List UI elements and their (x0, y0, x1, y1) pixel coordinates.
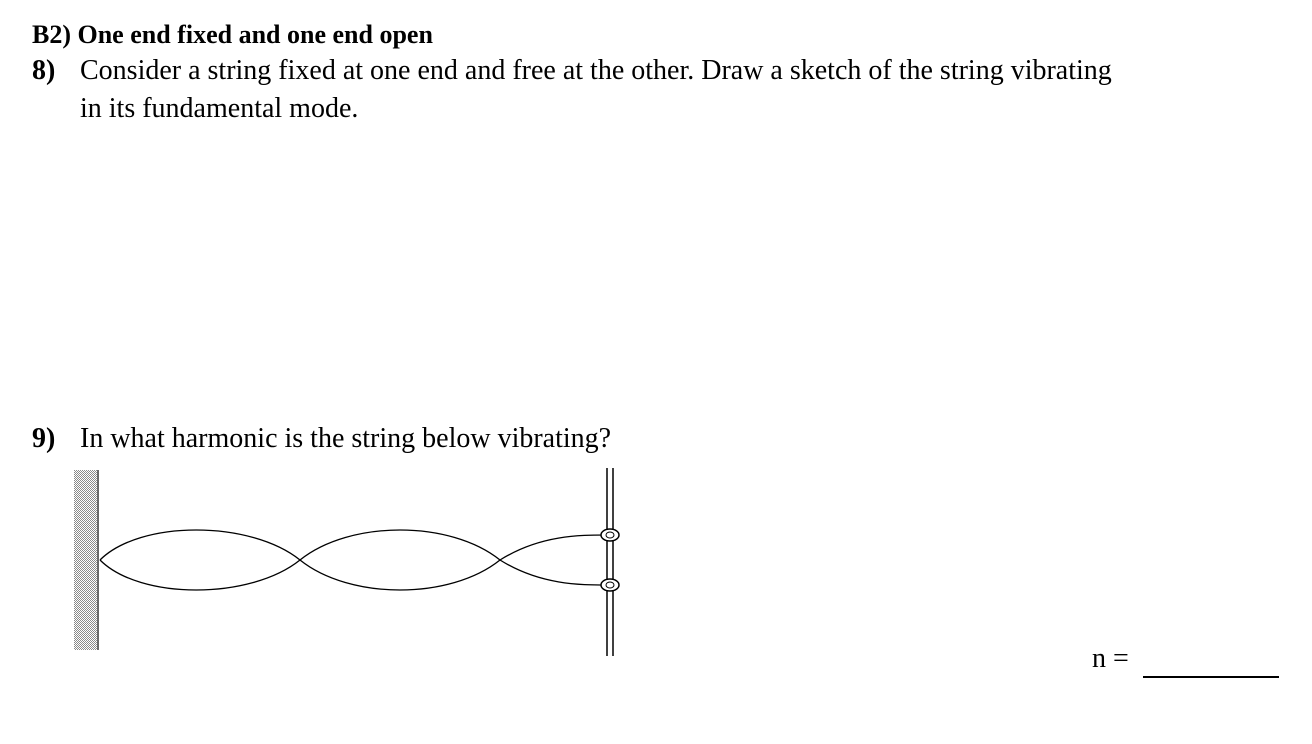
question-8-text-line-1: Consider a string fixed at one end and free at the other. Draw a sketch of the string vibrating (80, 55, 1112, 86)
question-9-number: 9) (32, 423, 56, 454)
fixed-wall (74, 470, 98, 650)
question-8-text-line-2: in its fundamental mode. (80, 93, 359, 124)
ring-lower (601, 579, 619, 591)
section-heading: B2) One end fixed and one end open (32, 20, 433, 49)
question-9-text: In what harmonic is the string below vibrating? (80, 423, 612, 454)
answer-label: n = (1092, 643, 1129, 674)
standing-wave-diagram-icon (60, 460, 640, 660)
question-8-number: 8) (32, 55, 56, 86)
string-lower-envelope (100, 560, 607, 590)
string-upper-envelope (100, 530, 607, 560)
answer-blank[interactable] (1143, 646, 1279, 678)
free-end-rod (607, 468, 613, 656)
ring-upper (601, 529, 619, 541)
answer-row (1092, 640, 1279, 678)
